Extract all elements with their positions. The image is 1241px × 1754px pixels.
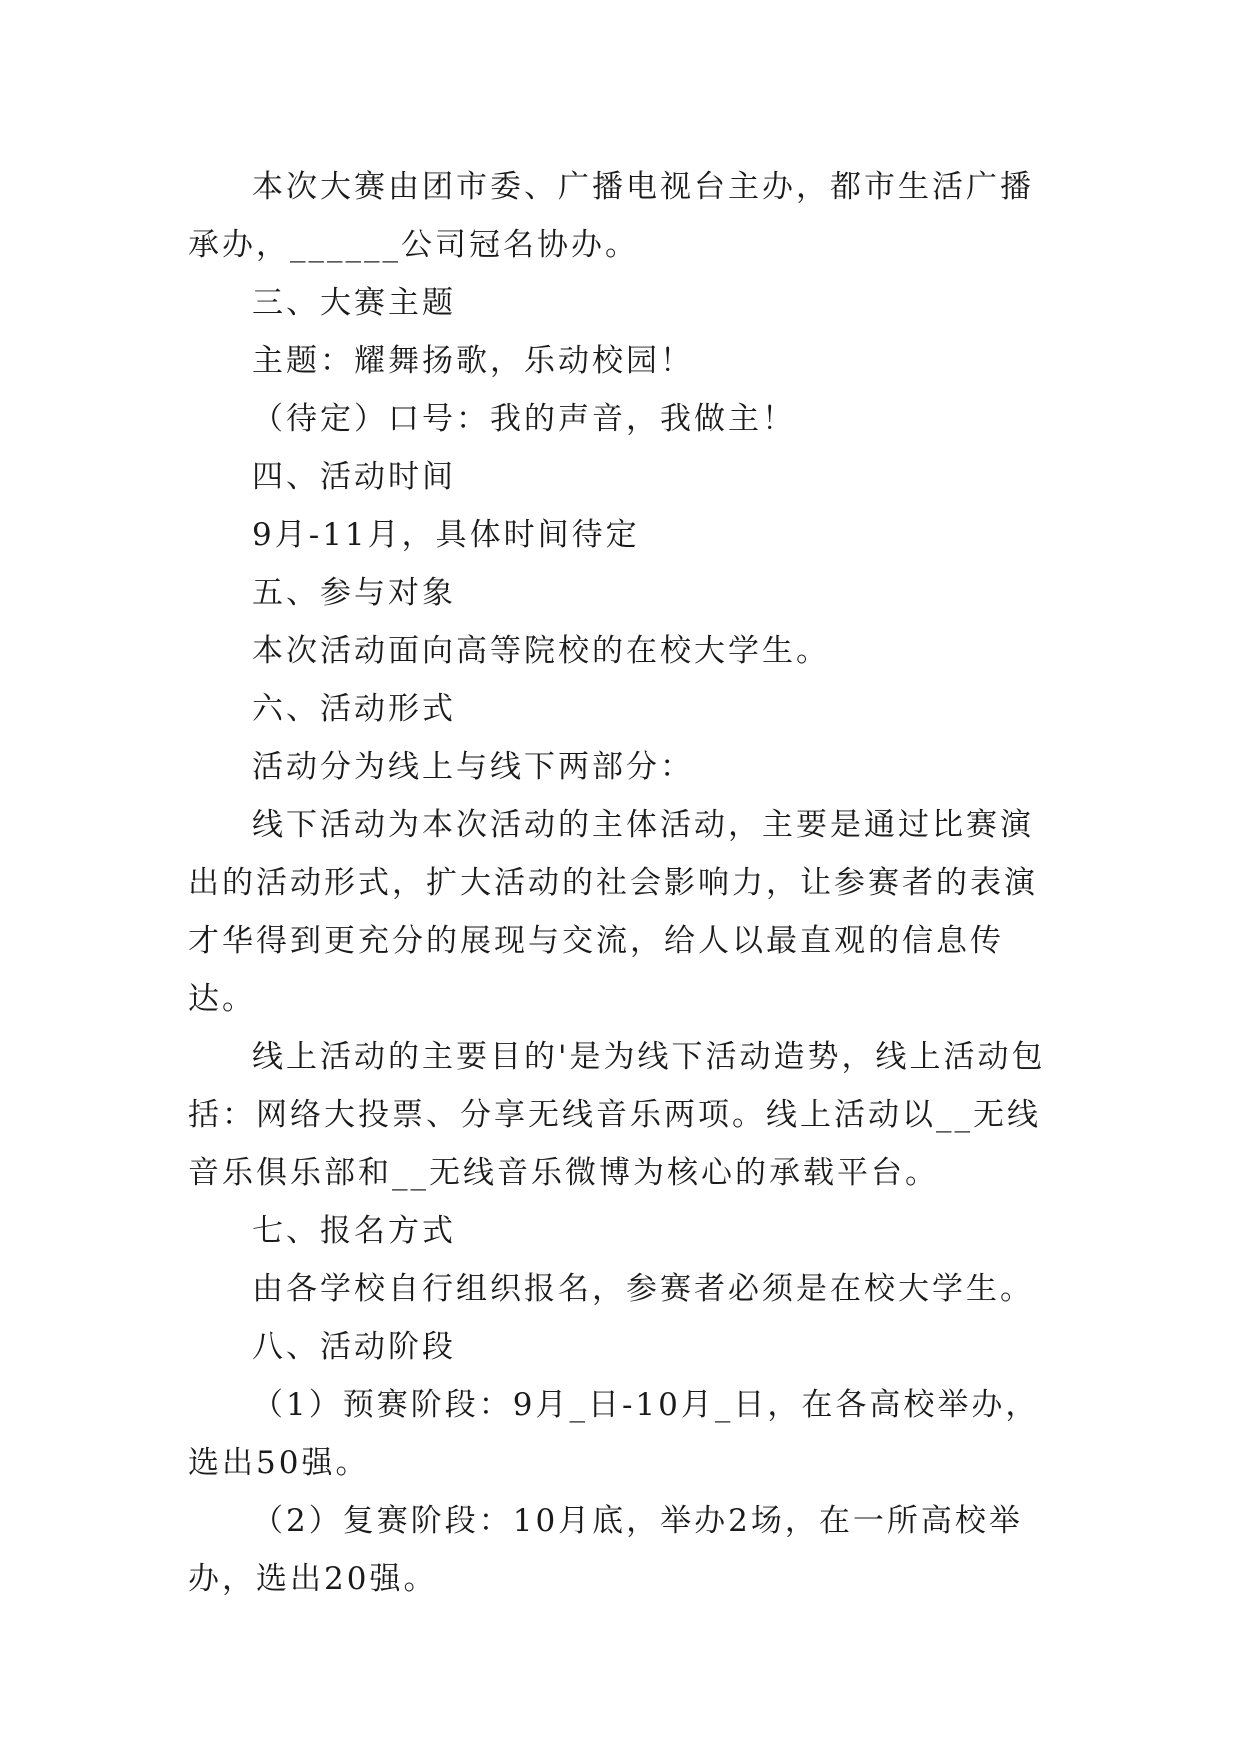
document-body (188, 158, 1058, 1608)
paragraph-organizers: 本次大赛由团市委、广播电视台主办，都市生活广播承办，______公司冠名协办。 (188, 169, 1034, 263)
heading-format: 六、活动形式 (252, 691, 456, 727)
heading-stages: 八、活动阶段 (252, 1329, 456, 1365)
paragraph-offline: 线下活动为本次活动的主体活动，主要是通过比赛演出的活动形式，扩大活动的社会影响力，让参赛者的表演才华得到更充分的展现与交流，给人以最直观的信息传达。 (188, 807, 1038, 1017)
paragraph-online: 线上活动的主要目的'是为线下活动造势，线上活动包括：网络大投票、分享无线音乐两项。线上活动以__无线音乐俱乐部和__无线音乐微博为核心的承载平台。 (188, 1039, 1046, 1191)
paragraph-participants: 本次活动面向高等院校的在校大学生。 (252, 633, 830, 669)
heading-time: 四、活动时间 (252, 459, 456, 495)
paragraph-registration: 由各学校自行组织报名，参赛者必须是在校大学生。 (252, 1271, 1034, 1307)
paragraph-format-intro: 活动分为线上与线下两部分： (252, 749, 694, 785)
paragraph-theme: 主题：耀舞扬歌，乐动校园！ (252, 343, 694, 379)
heading-theme: 三、大赛主题 (252, 285, 456, 321)
paragraph-preliminary: （1）预赛阶段：9月_日-10月_日，在各高校举办，选出50强。 (188, 1387, 1040, 1481)
heading-registration: 七、报名方式 (252, 1213, 456, 1249)
paragraph-time: 9月-11月，具体时间待定 (252, 517, 640, 553)
paragraph-semifinal: （2）复赛阶段：10月底，举办2场，在一所高校举办，选出20强。 (188, 1503, 1023, 1597)
paragraph-slogan: （待定）口号：我的声音，我做主！ (252, 401, 796, 437)
heading-participants: 五、参与对象 (252, 575, 456, 611)
